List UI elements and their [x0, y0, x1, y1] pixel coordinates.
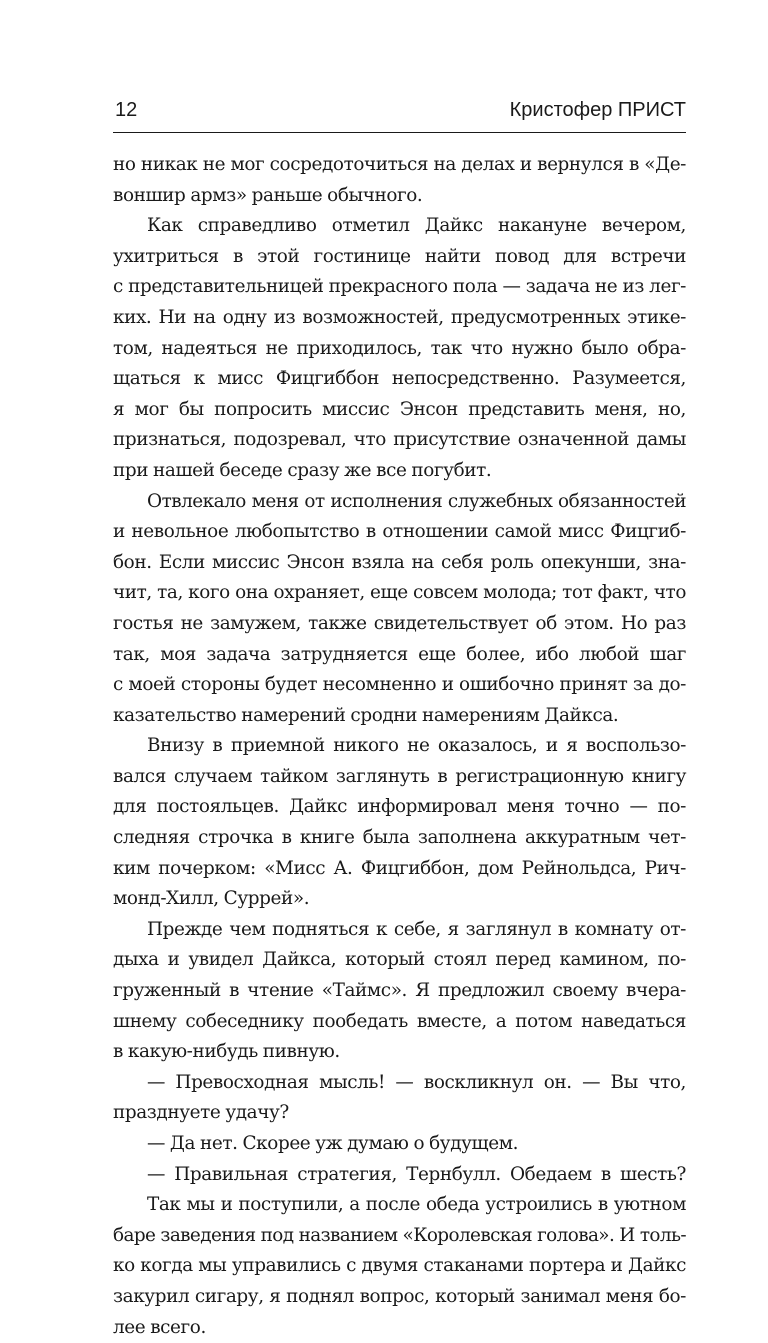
text-line: Прежде чем подняться к себе, я заглянул в комнату от- [147, 918, 686, 940]
body-text [113, 150, 686, 1343]
text-line: том, надеяться не приходилось, так что нужно было обра- [113, 337, 686, 359]
text-line: — Правильная стратегия, Тернбулл. Обедаем в шесть? [147, 1163, 686, 1185]
text-line: признаться, подозревал, что присутствие означенной дамы [113, 429, 686, 451]
text-line: ких. Ни на одну из возможностей, предусмотренных этике- [113, 306, 686, 328]
text-line: закурил сигару, я поднял вопрос, который занимал меня бо- [113, 1285, 686, 1307]
text-line: щаться к мисс Фицгиббон непосредственно. Разумеется, [113, 368, 686, 390]
text-line: чит, та, кого она охраняет, еще совсем молода; тот факт, что [113, 582, 686, 604]
text-line: — Превосходная мысль! — воскликнул он. — Вы что, [147, 1071, 686, 1093]
text-line: при нашей беседе сразу же все погубит. [113, 459, 492, 481]
text-line: ко когда мы управились с двумя стаканами портера и Дайкс [113, 1255, 686, 1277]
text-line: в какую-нибудь пивную. [113, 1041, 340, 1063]
text-line: Отвлекало меня от исполнения служебных обязанностей [147, 490, 686, 512]
text-line: баре заведения под названием «Королевская голова». И толь- [113, 1224, 686, 1246]
text-line: воншир армз» раньше обычного. [113, 184, 423, 206]
text-line: Как справедливо отметил Дайкс накануне вечером, [147, 215, 686, 237]
text-line: для постояльцев. Дайкс информировал меня точно — по- [113, 796, 686, 818]
text-line: гостья не замужем, также свидетельствует об этом. Но раз [113, 612, 686, 634]
text-line: с моей стороны будет несомненно и ошибочно принят за до- [113, 674, 686, 696]
text-line: дыха и увидел Дайкса, который стоял перед камином, по- [113, 949, 686, 971]
text-line: с представительницей прекрасного пола — задача не из лег- [113, 276, 686, 298]
text-line: и невольное любопытство в отношении самой мисс Фицгиб- [113, 521, 686, 543]
text-line: — Да нет. Скорее уж думаю о будущем. [147, 1133, 519, 1154]
text-line: казательство намерений сродни намерениям Дайкса. [113, 704, 619, 726]
text-line: Внизу в приемной никого не оказалось, и я воспользо- [147, 735, 686, 757]
text-line: но никак не мог сосредоточиться на делах и вернулся в «Де- [113, 154, 686, 175]
text-line: празднуете удачу? [113, 1102, 289, 1124]
text-line: так, моя задача затрудняется еще более, ибо любой шаг [113, 643, 686, 665]
page-number: 12 [115, 99, 138, 121]
text-line: груженный в чтение «Таймс». Я предложил своему вчера- [113, 980, 686, 1002]
running-head [113, 98, 686, 133]
text-line: Так мы и поступили, а после обеда устроились в уютном [147, 1194, 686, 1216]
text-line: ухитриться в этой гостинице найти повод для встречи [113, 245, 686, 267]
text-line: вался случаем тайком заглянуть в регистрационную книгу [113, 765, 686, 787]
text-line: ким почерком: «Мисс А. Фицгиббон, дом Рейнольдса, Рич- [113, 857, 686, 879]
text-line: шнему собеседнику пообедать вместе, а потом наведаться [113, 1010, 686, 1032]
text-line: следняя строчка в книге была заполнена аккуратным чет- [113, 827, 686, 849]
text-line: лее всего. [113, 1316, 206, 1338]
text-line: монд-Хилл, Суррей». [113, 888, 310, 910]
text-line: я мог бы попросить миссис Энсон представить меня, но, [113, 398, 686, 420]
text-line: бон. Если миссис Энсон взяла на себя роль опекунши, зна- [113, 551, 686, 573]
running-title: Кристофер ПРИСТ [509, 99, 686, 121]
